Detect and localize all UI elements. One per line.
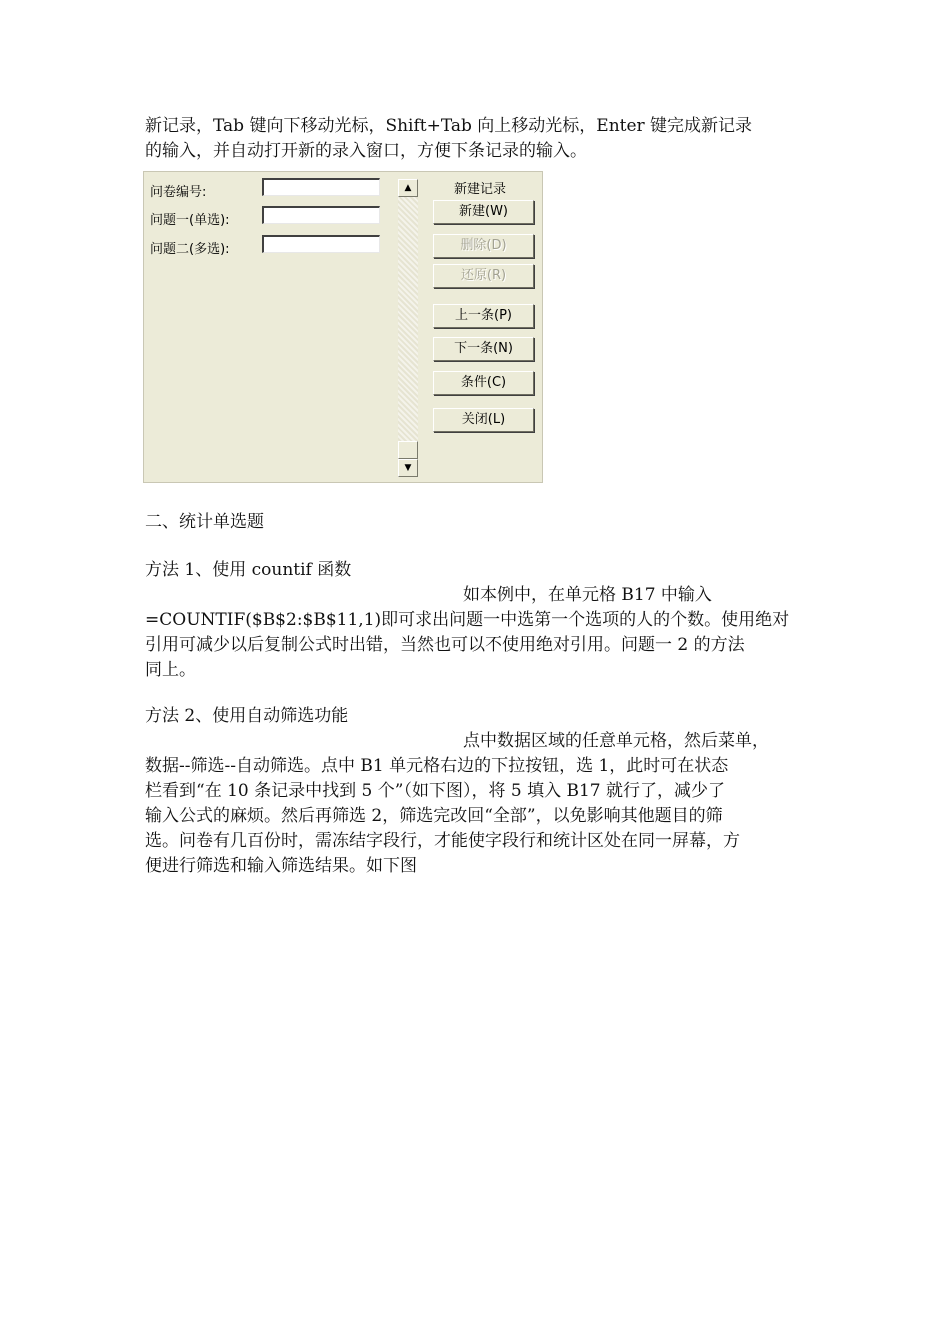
text-line: 点中数据区域的任意单元格，然后菜单，	[463, 731, 769, 751]
method2-block	[145, 704, 810, 879]
data-form-dialog	[143, 171, 543, 483]
field-label-question1: 问题一(单选):	[150, 213, 230, 228]
restore-button[interactable]: 还原(R)	[433, 264, 534, 288]
text-line: 输入公式的麻烦。然后再筛选 2，筛选完改回“全部”，以免影响其他题目的筛	[145, 806, 723, 826]
intro-paragraph	[145, 114, 810, 164]
survey-id-input[interactable]	[262, 178, 380, 196]
prev-record-button[interactable]: 上一条(P)	[433, 304, 534, 328]
question1-input[interactable]	[262, 206, 380, 224]
text-line: 同上。	[145, 660, 196, 680]
text-line: =COUNTIF($B$2:$B$11,1)即可求出问题一中选第一个选项的人的个数。使用绝对	[145, 610, 790, 630]
scroll-down-icon[interactable]: ▼	[398, 459, 418, 477]
text-line: 如本例中，在单元格 B17 中输入	[463, 585, 712, 605]
method1-title: 方法 1、使用 countif 函数	[145, 560, 352, 580]
text-line: 选。问卷有几百份时，需冻结字段行，才能使字段行和统计区处在同一屏幕，方	[145, 831, 740, 851]
section-heading	[145, 510, 810, 535]
field-label-survey-id: 问卷编号:	[150, 185, 207, 200]
question2-input[interactable]	[262, 235, 380, 253]
next-record-button[interactable]: 下一条(N)	[433, 337, 534, 361]
new-button[interactable]: 新建(W)	[433, 200, 534, 224]
text-line: 便进行筛选和输入筛选结果。如下图	[145, 856, 417, 876]
method1-block	[145, 558, 810, 683]
criteria-button[interactable]: 条件(C)	[433, 371, 534, 395]
delete-button[interactable]: 删除(D)	[433, 234, 534, 258]
text-line: 的输入，并自动打开新的录入窗口，方便下条记录的输入。	[145, 141, 587, 161]
record-scrollbar[interactable]	[398, 179, 418, 477]
text-line: 数据--筛选--自动筛选。点中 B1 单元格右边的下拉按钮，选 1，此时可在状态	[145, 756, 729, 776]
close-button[interactable]: 关闭(L)	[433, 408, 534, 432]
field-label-question2: 问题二(多选):	[150, 242, 230, 257]
text-line: 栏看到“在 10 条记录中找到 5 个”（如下图），将 5 填入 B17 就行了，减少了	[145, 781, 725, 801]
method2-title: 方法 2、使用自动筛选功能	[145, 706, 349, 726]
section-title: 二、统计单选题	[145, 512, 264, 532]
text-line: 新记录，Tab 键向下移动光标，Shift+Tab 向上移动光标，Enter 键完成新记录	[145, 116, 753, 136]
new-record-label: 新建记录	[454, 182, 507, 197]
text-line: 引用可减少以后复制公式时出错，当然也可以不使用绝对引用。问题一 2 的方法	[145, 635, 745, 655]
scroll-up-icon[interactable]: ▲	[398, 179, 418, 197]
scroll-thumb[interactable]	[398, 441, 418, 459]
